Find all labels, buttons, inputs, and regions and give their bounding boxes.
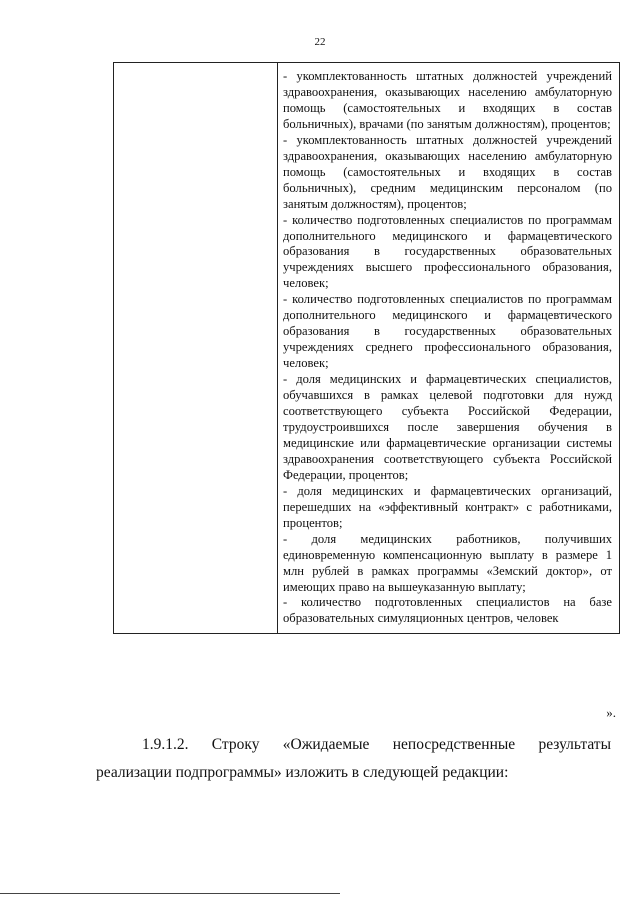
footer-divider — [0, 893, 340, 894]
table-cell-left — [114, 63, 278, 634]
list-item: - укомплектованность штатных должностей учреждений здравоохранения, оказывающих населению амбулаторную помощь (самостоятельных и входящих в состав больничных), средним медицинским персоналом (по занятым должностям), процентов; — [283, 132, 612, 211]
document-table — [113, 62, 620, 634]
list-item: - количество подготовленных специалистов по программам дополнительного медицинского и фармацевтического образования в государственных образовательных учреждениях среднего профессионального образования, человек; — [283, 292, 612, 371]
list-item: - доля медицинских и фармацевтических специалистов, обучавшихся в рамках целевой подготовки для нужд соответствующего субъекта Российской Федерации, трудоустроившихся после завершения обучения в медицинские или фармацевтические организации системы здравоохранения соответствующего субъекта Российской Федерации, процентов; — [283, 372, 612, 482]
list-item: - количество подготовленных специалистов по программам дополнительного медицинского и фармацевтического образования в государственных образовательных учреждениях высшего профессионального образования, человек; — [283, 212, 612, 291]
body-paragraph: 1.9.1.2. Строку «Ожидаемые непосредственные результаты реализации подпрограммы» изложить в следующей редакции: — [96, 736, 611, 781]
list-item: - количество подготовленных специалистов на базе образовательных симуляционных центров, человек — [283, 595, 612, 626]
table-cell-indicators — [278, 63, 620, 634]
closing-quote-mark: ». — [606, 705, 616, 720]
list-item: - доля медицинских и фармацевтических организаций, перешедших на «эффективный контракт» с работниками, процентов; — [283, 483, 612, 530]
page-number: 22 — [314, 36, 326, 48]
list-item: - доля медицинских работников, получивших единовременную компенсационную выплату в размере 1 млн рублей в рамках программы «Земский доктор», от имеющих право на вышеуказанную выплату; — [283, 531, 612, 594]
table-row — [114, 63, 620, 634]
list-item: - укомплектованность штатных должностей учреждений здравоохранения, оказывающих населению амбулаторную помощь (самостоятельных и входящих в состав больничных), врачами (по занятым должностям), процентов; — [283, 69, 612, 131]
